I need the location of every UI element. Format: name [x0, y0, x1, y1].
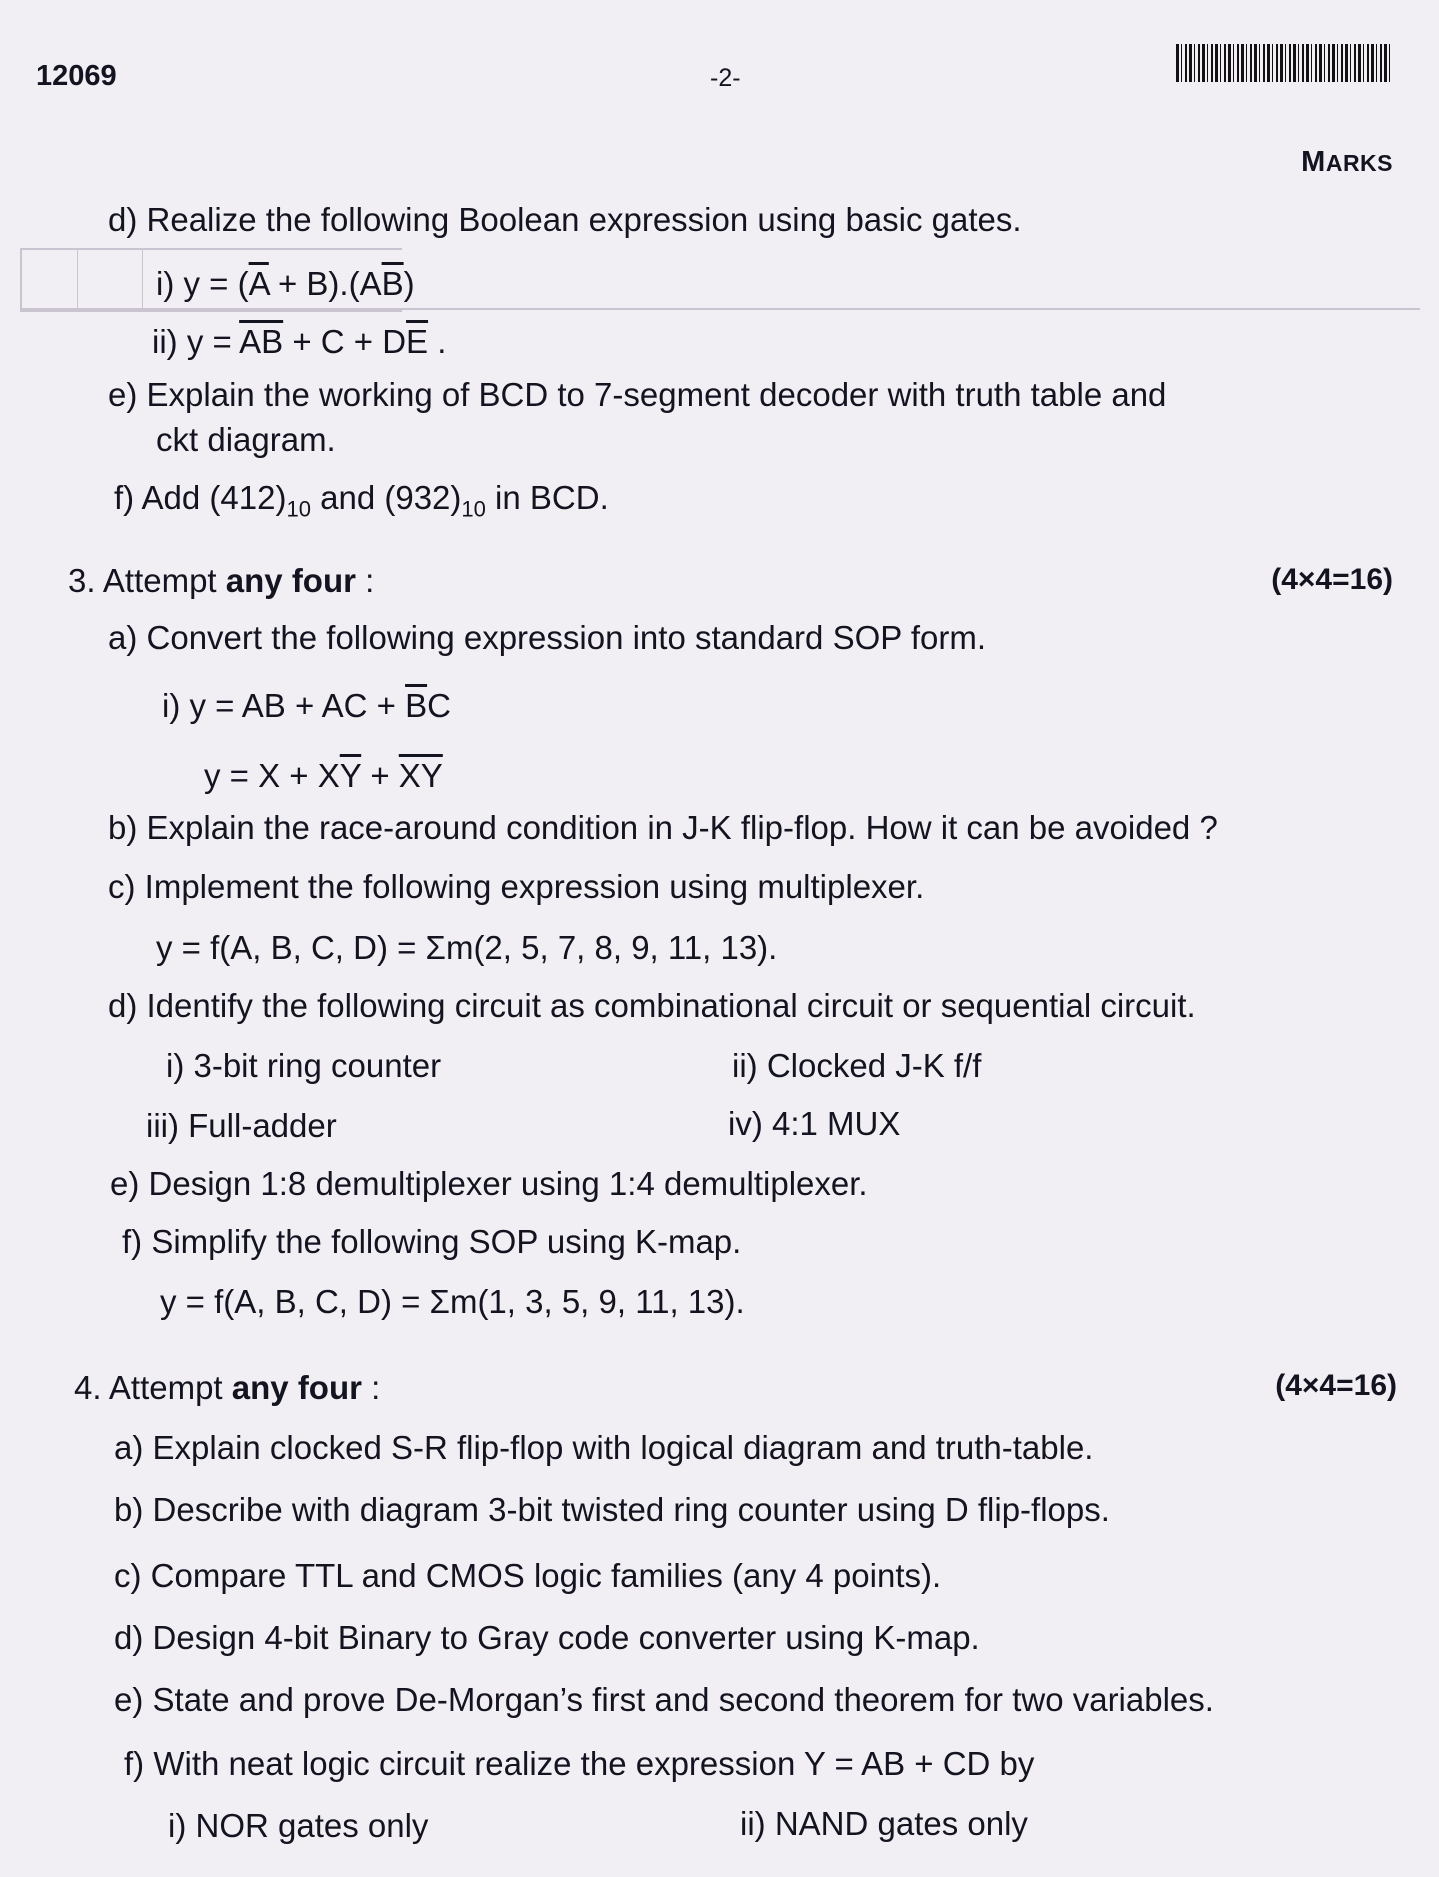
q3d-question: d) Identify the following circuit as combinational circuit or sequential circuit.: [108, 987, 1196, 1024]
q3d-option-iv: iv) 4:1 MUX: [728, 1105, 901, 1142]
q3d-option-iii: iii) Full-adder: [146, 1107, 337, 1144]
q4f-option-i: i) NOR gates only: [168, 1807, 429, 1844]
q4f-question: f) With neat logic circuit realize the expression Y = AB + CD by: [124, 1745, 1035, 1782]
q4-heading: 4. Attempt any four :: [74, 1369, 381, 1406]
q2d-text: Realize the following Boolean expression using basic gates.: [146, 201, 1022, 238]
q4f-option-ii: ii) NAND gates only: [740, 1805, 1028, 1842]
q4e-question: e) State and prove De-Morgan’s first and second theorem for two variables.: [114, 1681, 1214, 1718]
q3d-option-ii: ii) Clocked J-K f/f: [732, 1047, 982, 1084]
q2d-question: [108, 200, 1022, 240]
q3f-question: f) Simplify the following SOP using K-map.: [122, 1223, 742, 1260]
q2e-question-line2: ckt diagram.: [156, 421, 336, 458]
q3a-ii-expression: $y = X + X\overline{Y} + \overline{XY}$: [204, 757, 443, 794]
q4-marks: (4×4=16): [1275, 1369, 1397, 1402]
q3f-expression: y = f(A, B, C, D) = Σm(1, 3, 5, 9, 11, 13).: [160, 1283, 745, 1320]
q2d-label: d): [108, 201, 138, 238]
q2d-ii-expression: ii) $y = \overline{AB} + C + D\overline{E}$ .: [152, 323, 447, 360]
q4b-question: b) Describe with diagram 3-bit twisted ring counter using D flip-flops.: [114, 1491, 1110, 1528]
page-number: -2-: [710, 64, 741, 92]
q2e-question-line1: e) Explain the working of BCD to 7-segment decoder with truth table and: [108, 376, 1167, 413]
faint-divider: [20, 308, 1420, 310]
q4a-question: a) Explain clocked S-R flip-flop with logical diagram and truth-table.: [114, 1429, 1094, 1466]
q2f-question: f) Add $(412)_{10}$ and $(932)_{10}$ in BCD.: [114, 479, 609, 522]
marks-heading: MARKS: [1301, 146, 1393, 178]
q3b-question: b) Explain the race-around condition in J-K flip-flop. How it can be avoided ?: [108, 809, 1218, 846]
q3-heading: 3. Attempt any four :: [68, 562, 375, 599]
q3d-option-i: i) 3-bit ring counter: [166, 1047, 442, 1084]
q3a-i-expression: i) y = AB + AC + $\overline{B}C$: [162, 687, 451, 724]
paper-code: 12069: [36, 60, 117, 92]
q3c-question: c) Implement the following expression using multiplexer.: [108, 868, 925, 905]
q2d-i-expression: i) $y = (\overline{A} + B).(A\overline{B})$: [156, 265, 415, 302]
q4c-question: c) Compare TTL and CMOS logic families (any 4 points).: [114, 1557, 942, 1594]
q3-marks: (4×4=16): [1271, 563, 1393, 596]
q3e-question: e) Design 1:8 demultiplexer using 1:4 demultiplexer.: [110, 1165, 868, 1202]
barcode: [1176, 44, 1390, 82]
q3a-question: a) Convert the following expression into standard SOP form.: [108, 619, 987, 656]
q3c-expression: y = f(A, B, C, D) = Σm(2, 5, 7, 8, 9, 11, 13).: [156, 929, 778, 966]
q4d-question: d) Design 4-bit Binary to Gray code converter using K-map.: [114, 1619, 980, 1656]
